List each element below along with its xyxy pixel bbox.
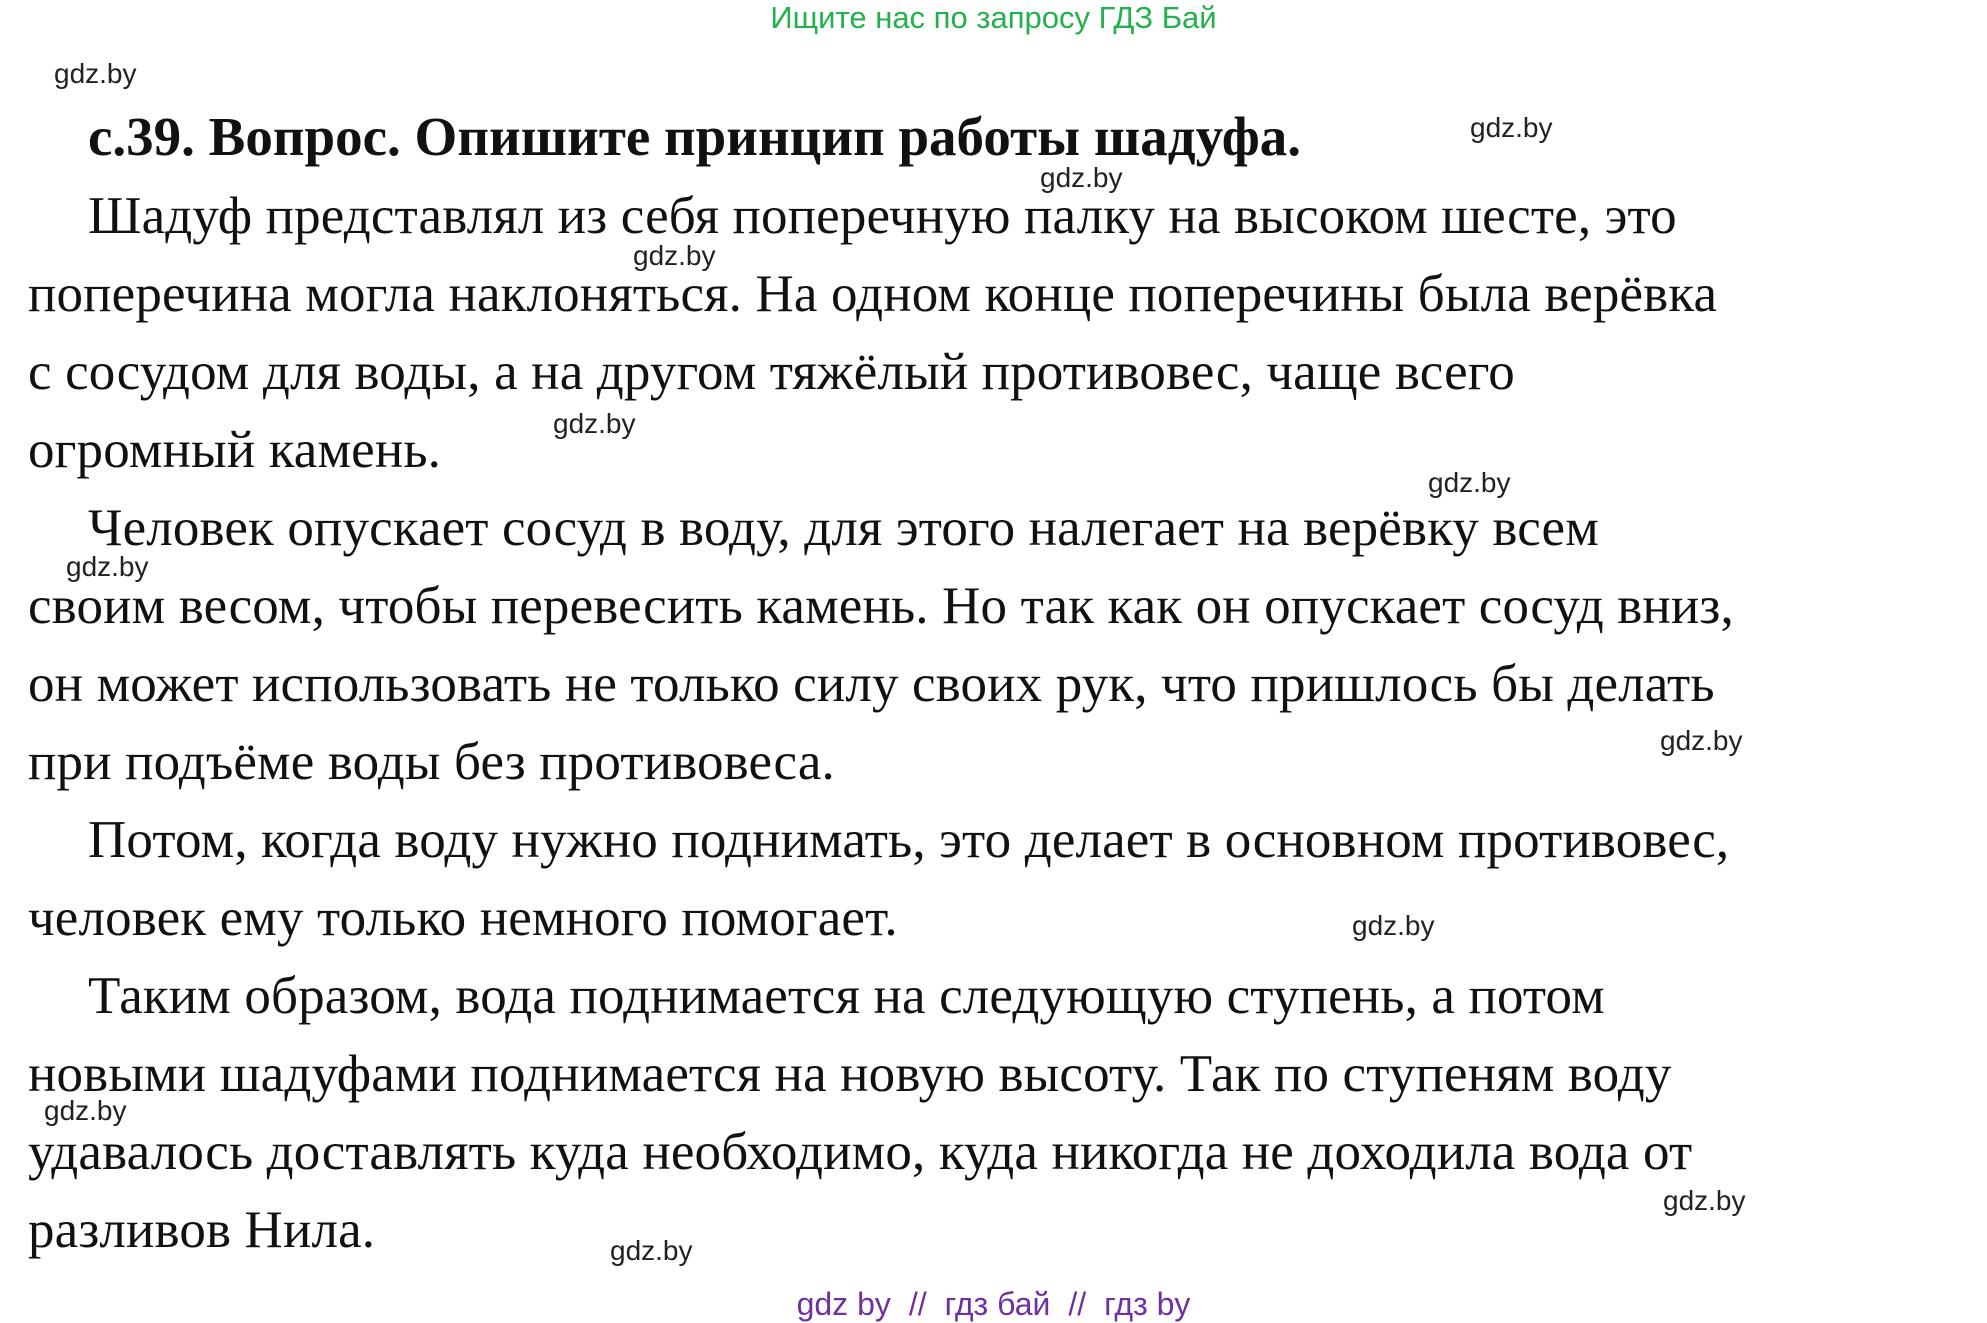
footer-separator: // — [1068, 1286, 1087, 1322]
watermark: gdz.by — [1352, 910, 1435, 941]
watermark: gdz.by — [66, 551, 149, 582]
footer-separator: // — [908, 1286, 927, 1322]
watermark: gdz.by — [633, 240, 716, 271]
watermark: gdz.by — [54, 58, 137, 89]
text-line: он может использовать не только силу своих рук, что пришлось бы делать — [28, 655, 1715, 713]
text-line: поперечина могла наклоняться. На одном конце поперечины была верёвка — [28, 265, 1718, 323]
text-line: разливов Нила. — [28, 1201, 376, 1259]
text-line: Таким образом, вода поднимается на следующую ступень, а потом — [88, 967, 1605, 1025]
footer-part: gdz by — [796, 1286, 891, 1322]
footer-part: гдз бай — [944, 1286, 1051, 1322]
footer-links — [0, 1285, 1987, 1323]
question-title: с.39. Вопрос. Опишите принцип работы шадуфа. — [88, 106, 1302, 167]
watermark: gdz.by — [1663, 1185, 1746, 1216]
text-line: человек ему только немного помогает. — [28, 889, 898, 947]
watermark: gdz.by — [1428, 467, 1511, 498]
footer-part: гдз by — [1104, 1286, 1191, 1322]
text-line: Человек опускает сосуд в воду, для этого налегает на верёвку всем — [88, 499, 1599, 557]
top-banner: Ищите нас по запросу ГДЗ Бай — [770, 0, 1217, 35]
watermark: gdz.by — [610, 1235, 693, 1266]
text-line: Шадуф представлял из себя поперечную палку на высоком шесте, это — [88, 187, 1677, 245]
text-line: при подъёме воды без противовеса. — [28, 733, 835, 791]
watermark: gdz.by — [44, 1095, 127, 1126]
text-line: с сосудом для воды, а на другом тяжёлый противовес, чаще всего — [28, 343, 1515, 401]
text-line: своим весом, чтобы перевесить камень. Но так как он опускает сосуд вниз, — [28, 577, 1734, 635]
watermark: gdz.by — [1470, 112, 1553, 143]
watermark: gdz.by — [1040, 162, 1123, 193]
text-line: Потом, когда воду нужно поднимать, это делает в основном противовес, — [88, 811, 1730, 869]
watermark: gdz.by — [1660, 725, 1743, 756]
watermark: gdz.by — [553, 408, 636, 439]
text-line: новыми шадуфами поднимается на новую высоту. Так по ступеням воду — [28, 1045, 1672, 1103]
text-line: огромный камень. — [28, 421, 442, 479]
text-line: удавалось доставлять куда необходимо, куда никогда не доходила вода от — [28, 1123, 1693, 1181]
